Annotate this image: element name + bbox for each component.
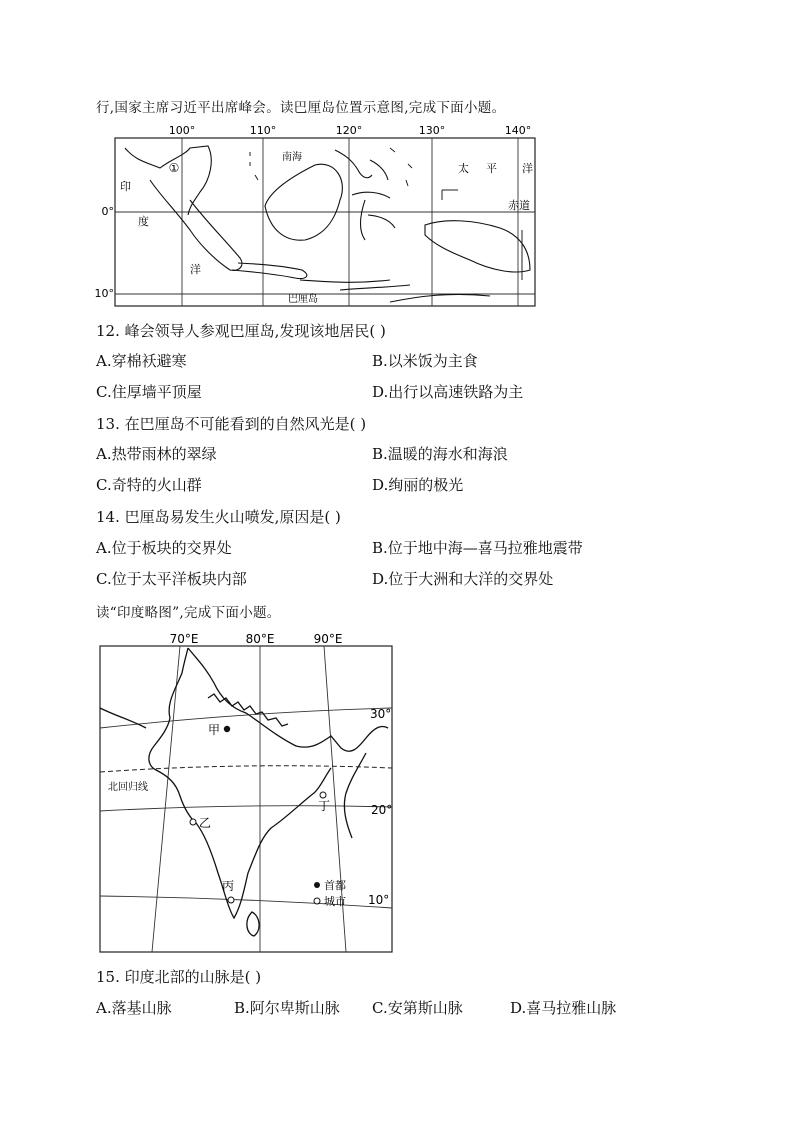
q12-option-b[interactable]: B.以米饭为主食 bbox=[372, 352, 478, 370]
q13-option-c[interactable]: C.奇特的火山群 bbox=[96, 476, 202, 494]
city-jia-capital-dot bbox=[224, 726, 230, 732]
pacific-label-yang: 洋 bbox=[522, 162, 533, 175]
q12-option-d[interactable]: D.出行以高速铁路为主 bbox=[372, 383, 524, 401]
q13-option-d[interactable]: D.绚丽的极光 bbox=[372, 476, 464, 494]
lat-label-10: 10° bbox=[368, 893, 390, 907]
label-bing: 丙 bbox=[222, 879, 235, 893]
lon-label-70e: 70°E bbox=[169, 632, 199, 646]
lon-label-100: 100° bbox=[168, 124, 196, 137]
tropic-label: 北回归线 bbox=[108, 782, 148, 793]
q13-option-a[interactable]: A.热带雨林的翠绿 bbox=[96, 445, 217, 463]
lat-label-0: 0° bbox=[101, 205, 114, 218]
question-14-stem: 14. 巴厘岛易发生火山喷发,原因是( ) bbox=[96, 508, 341, 526]
lat-label-30: 30° bbox=[370, 707, 392, 721]
label-ding: 丁 bbox=[318, 799, 331, 813]
lat-label-20: 20° bbox=[371, 803, 393, 817]
map2-frame bbox=[100, 646, 392, 952]
indian-label-du: 度 bbox=[138, 215, 149, 228]
bali-label: 巴厘岛 bbox=[288, 294, 318, 305]
lat-label-10: 10° bbox=[94, 287, 114, 300]
equator-label: 赤道 bbox=[508, 199, 530, 212]
q14-option-c[interactable]: C.位于太平洋板块内部 bbox=[96, 570, 247, 588]
lon-label-130: 130° bbox=[418, 124, 446, 137]
bali-location-map bbox=[90, 120, 550, 312]
question-12-stem: 12. 峰会领导人参观巴厘岛,发现该地居民( ) bbox=[96, 322, 386, 340]
indian-label-yin: 印 bbox=[120, 180, 131, 193]
q14-option-d[interactable]: D.位于大洲和大洋的交界处 bbox=[372, 570, 554, 588]
q14-option-a[interactable]: A.位于板块的交界处 bbox=[96, 539, 232, 557]
south-sea-label: 南海 bbox=[282, 152, 302, 163]
intro-text-2: 读“印度略图”,完成下面小题。 bbox=[96, 605, 281, 621]
q14-option-b[interactable]: B.位于地中海—喜马拉雅地震带 bbox=[372, 539, 583, 557]
city-ding-dot bbox=[320, 792, 326, 798]
q15-option-b[interactable]: B.阿尔卑斯山脉 bbox=[234, 999, 340, 1017]
q13-option-b[interactable]: B.温暖的海水和海浪 bbox=[372, 445, 508, 463]
label-yi: 乙 bbox=[199, 816, 212, 830]
q15-option-d[interactable]: D.喜马拉雅山脉 bbox=[510, 999, 617, 1017]
lon-label-140: 140° bbox=[504, 124, 532, 137]
label-jia: 甲 bbox=[208, 723, 221, 737]
lon-label-120: 120° bbox=[335, 124, 363, 137]
lon-label-80e: 80°E bbox=[245, 632, 275, 646]
question-13-stem: 13. 在巴厘岛不可能看到的自然风光是( ) bbox=[96, 415, 367, 433]
pacific-label-ping: 平 bbox=[486, 162, 497, 175]
intro-text-1: 行,国家主席习近平出席峰会。读巴厘岛位置示意图,完成下面小题。 bbox=[96, 100, 506, 116]
pacific-label-tai: 太 bbox=[458, 162, 469, 175]
legend-city: 城市 bbox=[324, 895, 346, 908]
city-yi-dot bbox=[190, 819, 196, 825]
india-sketch-map bbox=[96, 628, 402, 956]
lon-label-110: 110° bbox=[249, 124, 277, 137]
indian-label-yang: 洋 bbox=[190, 263, 201, 276]
q12-option-c[interactable]: C.住厚墙平顶屋 bbox=[96, 383, 202, 401]
q15-option-a[interactable]: A.落基山脉 bbox=[96, 999, 172, 1017]
q15-option-c[interactable]: C.安第斯山脉 bbox=[372, 999, 463, 1017]
city-bing-dot bbox=[228, 897, 234, 903]
question-15-stem: 15. 印度北部的山脉是( ) bbox=[96, 968, 262, 986]
q12-option-a[interactable]: A.穿棉袄避寒 bbox=[96, 352, 187, 370]
lon-label-90e: 90°E bbox=[313, 632, 343, 646]
marker-1: ① bbox=[168, 161, 180, 175]
legend-capital: 首都 bbox=[324, 879, 346, 892]
